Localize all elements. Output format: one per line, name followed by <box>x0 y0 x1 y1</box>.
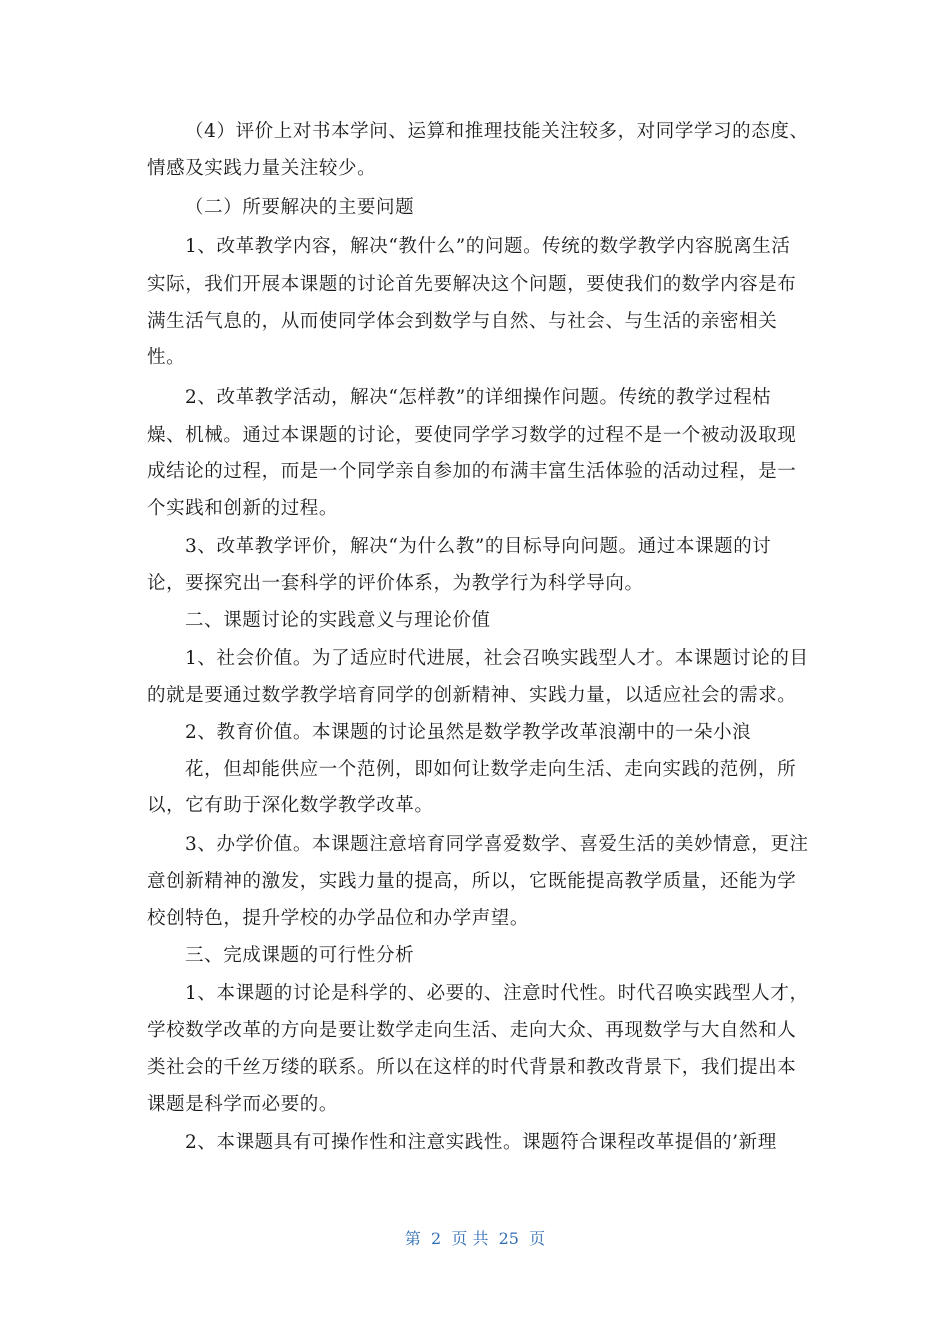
paragraph-line: 花，但却能供应一个范例，即如何让数学走向生活、走向实践的范例，所 <box>185 759 797 780</box>
paragraph-line: 2、改革教学活动，解决“怎样教”的详细操作问题。传统的教学过程枯 <box>185 387 772 408</box>
paragraph-line: 2、教育价值。本课题的讨论虽然是数学教学改革浪潮中的一朵小浪 <box>185 722 752 743</box>
paragraph-line: 学校数学改革的方向是要让数学走向生活、走向大众、再现数学与大自然和人 <box>147 1020 797 1041</box>
paragraph-line: 2、本课题具有可操作性和注意实践性。课题符合课程改革提倡的’新理 <box>185 1132 777 1153</box>
paragraph-line: 课题是科学而必要的。 <box>147 1094 339 1115</box>
section-heading: 二、课题讨论的实践意义与理论价值 <box>185 610 491 631</box>
paragraph-line: （4）评价上对书本学问、运算和推理技能关注较多，对同学学习的态度、 <box>185 121 809 142</box>
section-heading: （二）所要解决的主要问题 <box>185 197 415 218</box>
paragraph-line: 1、改革教学内容，解决“教什么”的问题。传统的数学教学内容脱离生活 <box>185 236 791 257</box>
paragraph-line: 1、本课题的讨论是科学的、必要的、注意时代性。时代召唤实践型人才， <box>185 983 809 1004</box>
paragraph-line: 燥、机械。通过本课题的讨论，要使同学学习数学的过程不是一个被动汲取现 <box>147 425 797 446</box>
paragraph-line: 情感及实践力量关注较少。 <box>147 158 377 179</box>
paragraph-line: 性。 <box>147 347 186 368</box>
page-number-footer: 第 2 页 共 25 页 <box>404 1229 546 1248</box>
section-heading: 三、完成课题的可行性分析 <box>185 945 415 966</box>
paragraph-line: 类社会的千丝万缕的联系。所以在这样的时代背景和教改背景下，我们提出本 <box>147 1057 797 1078</box>
paragraph-line: 3、改革教学评价，解决“为什么教”的目标导向问题。通过本课题的讨 <box>185 536 772 557</box>
paragraph-line: 校创特色，提升学校的办学品位和办学声望。 <box>147 908 530 929</box>
paragraph-line: 实际，我们开展本课题的讨论首先要解决这个问题，要使我们的数学内容是布 <box>147 274 797 295</box>
paragraph-line: 成结论的过程，而是一个同学亲自参加的布满丰富生活体验的活动过程，是一 <box>147 461 797 482</box>
paragraph-line: 论，要探究出一套科学的评价体系，为教学行为科学导向。 <box>147 573 644 594</box>
paragraph-line: 的就是要通过数学教学培育同学的创新精神、实践力量，以适应社会的需求。 <box>147 685 797 706</box>
paragraph-line: 1、社会价值。为了适应时代进展，社会召唤实践型人才。本课题讨论的目 <box>185 648 809 669</box>
paragraph-line: 以，它有助于深化数学教学改革。 <box>147 795 434 816</box>
paragraph-line: 个实践和创新的过程。 <box>147 498 339 519</box>
paragraph-line: 3、办学价值。本课题注意培育同学喜爱数学、喜爱生活的美妙情意，更注 <box>185 834 809 855</box>
paragraph-line: 满生活气息的，从而使同学体会到数学与自然、与社会、与生活的亲密相关 <box>147 311 778 332</box>
paragraph-line: 意创新精神的激发，实践力量的提高，所以，它既能提高教学质量，还能为学 <box>147 871 797 892</box>
